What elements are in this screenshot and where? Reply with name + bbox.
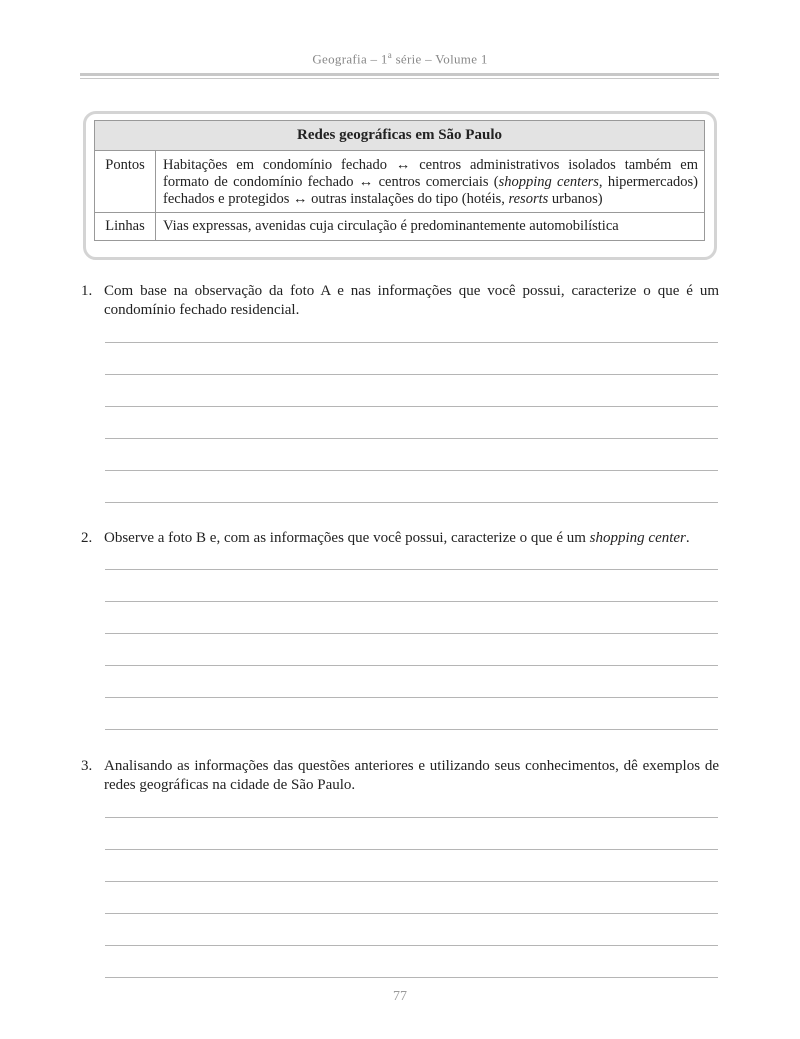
answer-line[interactable] [105,881,718,882]
row-label: Pontos [95,151,156,213]
table-row [95,213,705,241]
answer-line[interactable] [105,817,718,818]
table-row [95,151,705,213]
answer-line[interactable] [105,633,718,634]
answer-line[interactable] [105,406,718,407]
question-number: 3. [81,758,93,774]
answer-line[interactable] [105,665,718,666]
question-number: 2. [81,530,93,546]
answer-line[interactable] [105,601,718,602]
row-content: Habitações em condomínio fechado ↔ centros administrativos isolados também em formato de condomínio fechado ↔ centros comerciais (shopping centers, hipermercados) fechados e protegidos ↔ outras instalações do tipo (hotéis, resorts urbanos) [156,151,705,213]
answer-line[interactable] [105,729,718,730]
question-1 [81,282,719,320]
answer-line[interactable] [105,977,718,978]
answer-line[interactable] [105,342,718,343]
answer-line[interactable] [105,913,718,914]
answer-line[interactable] [105,374,718,375]
answer-line[interactable] [105,438,718,439]
header-rule-thin [80,78,719,79]
answer-line[interactable] [105,849,718,850]
row-label: Linhas [95,213,156,241]
answer-line[interactable] [105,697,718,698]
answer-line[interactable] [105,569,718,570]
question-text: Analisando as informações das questões anteriores e utilizando seus conhecimentos, dê exemplos de redes geográficas na cidade de São Paulo. [104,758,719,793]
page-number: 77 [393,989,407,1004]
running-header: Geografia – 1$^a$ série – Volume 1 [312,50,488,67]
header-rule-thick [80,73,719,76]
question-text: Com base na observação da foto A e nas informações que você possui, caracterize o que é um condomínio fechado residencial. [104,283,719,318]
question-number: 1. [81,283,93,299]
answer-line[interactable] [105,470,718,471]
answer-line[interactable] [105,502,718,503]
question-3 [81,757,719,795]
geographic-networks-table [94,120,705,241]
row-content: Vias expressas, avenidas cuja circulação é predominantemente automobilística [156,213,705,241]
question-text: Observe a foto B e, com as informações que você possui, caracterize o que é um shopping center. [104,530,690,546]
table-title: Redes geográficas em São Paulo [95,121,705,151]
question-2 [81,529,719,548]
answer-line[interactable] [105,945,718,946]
